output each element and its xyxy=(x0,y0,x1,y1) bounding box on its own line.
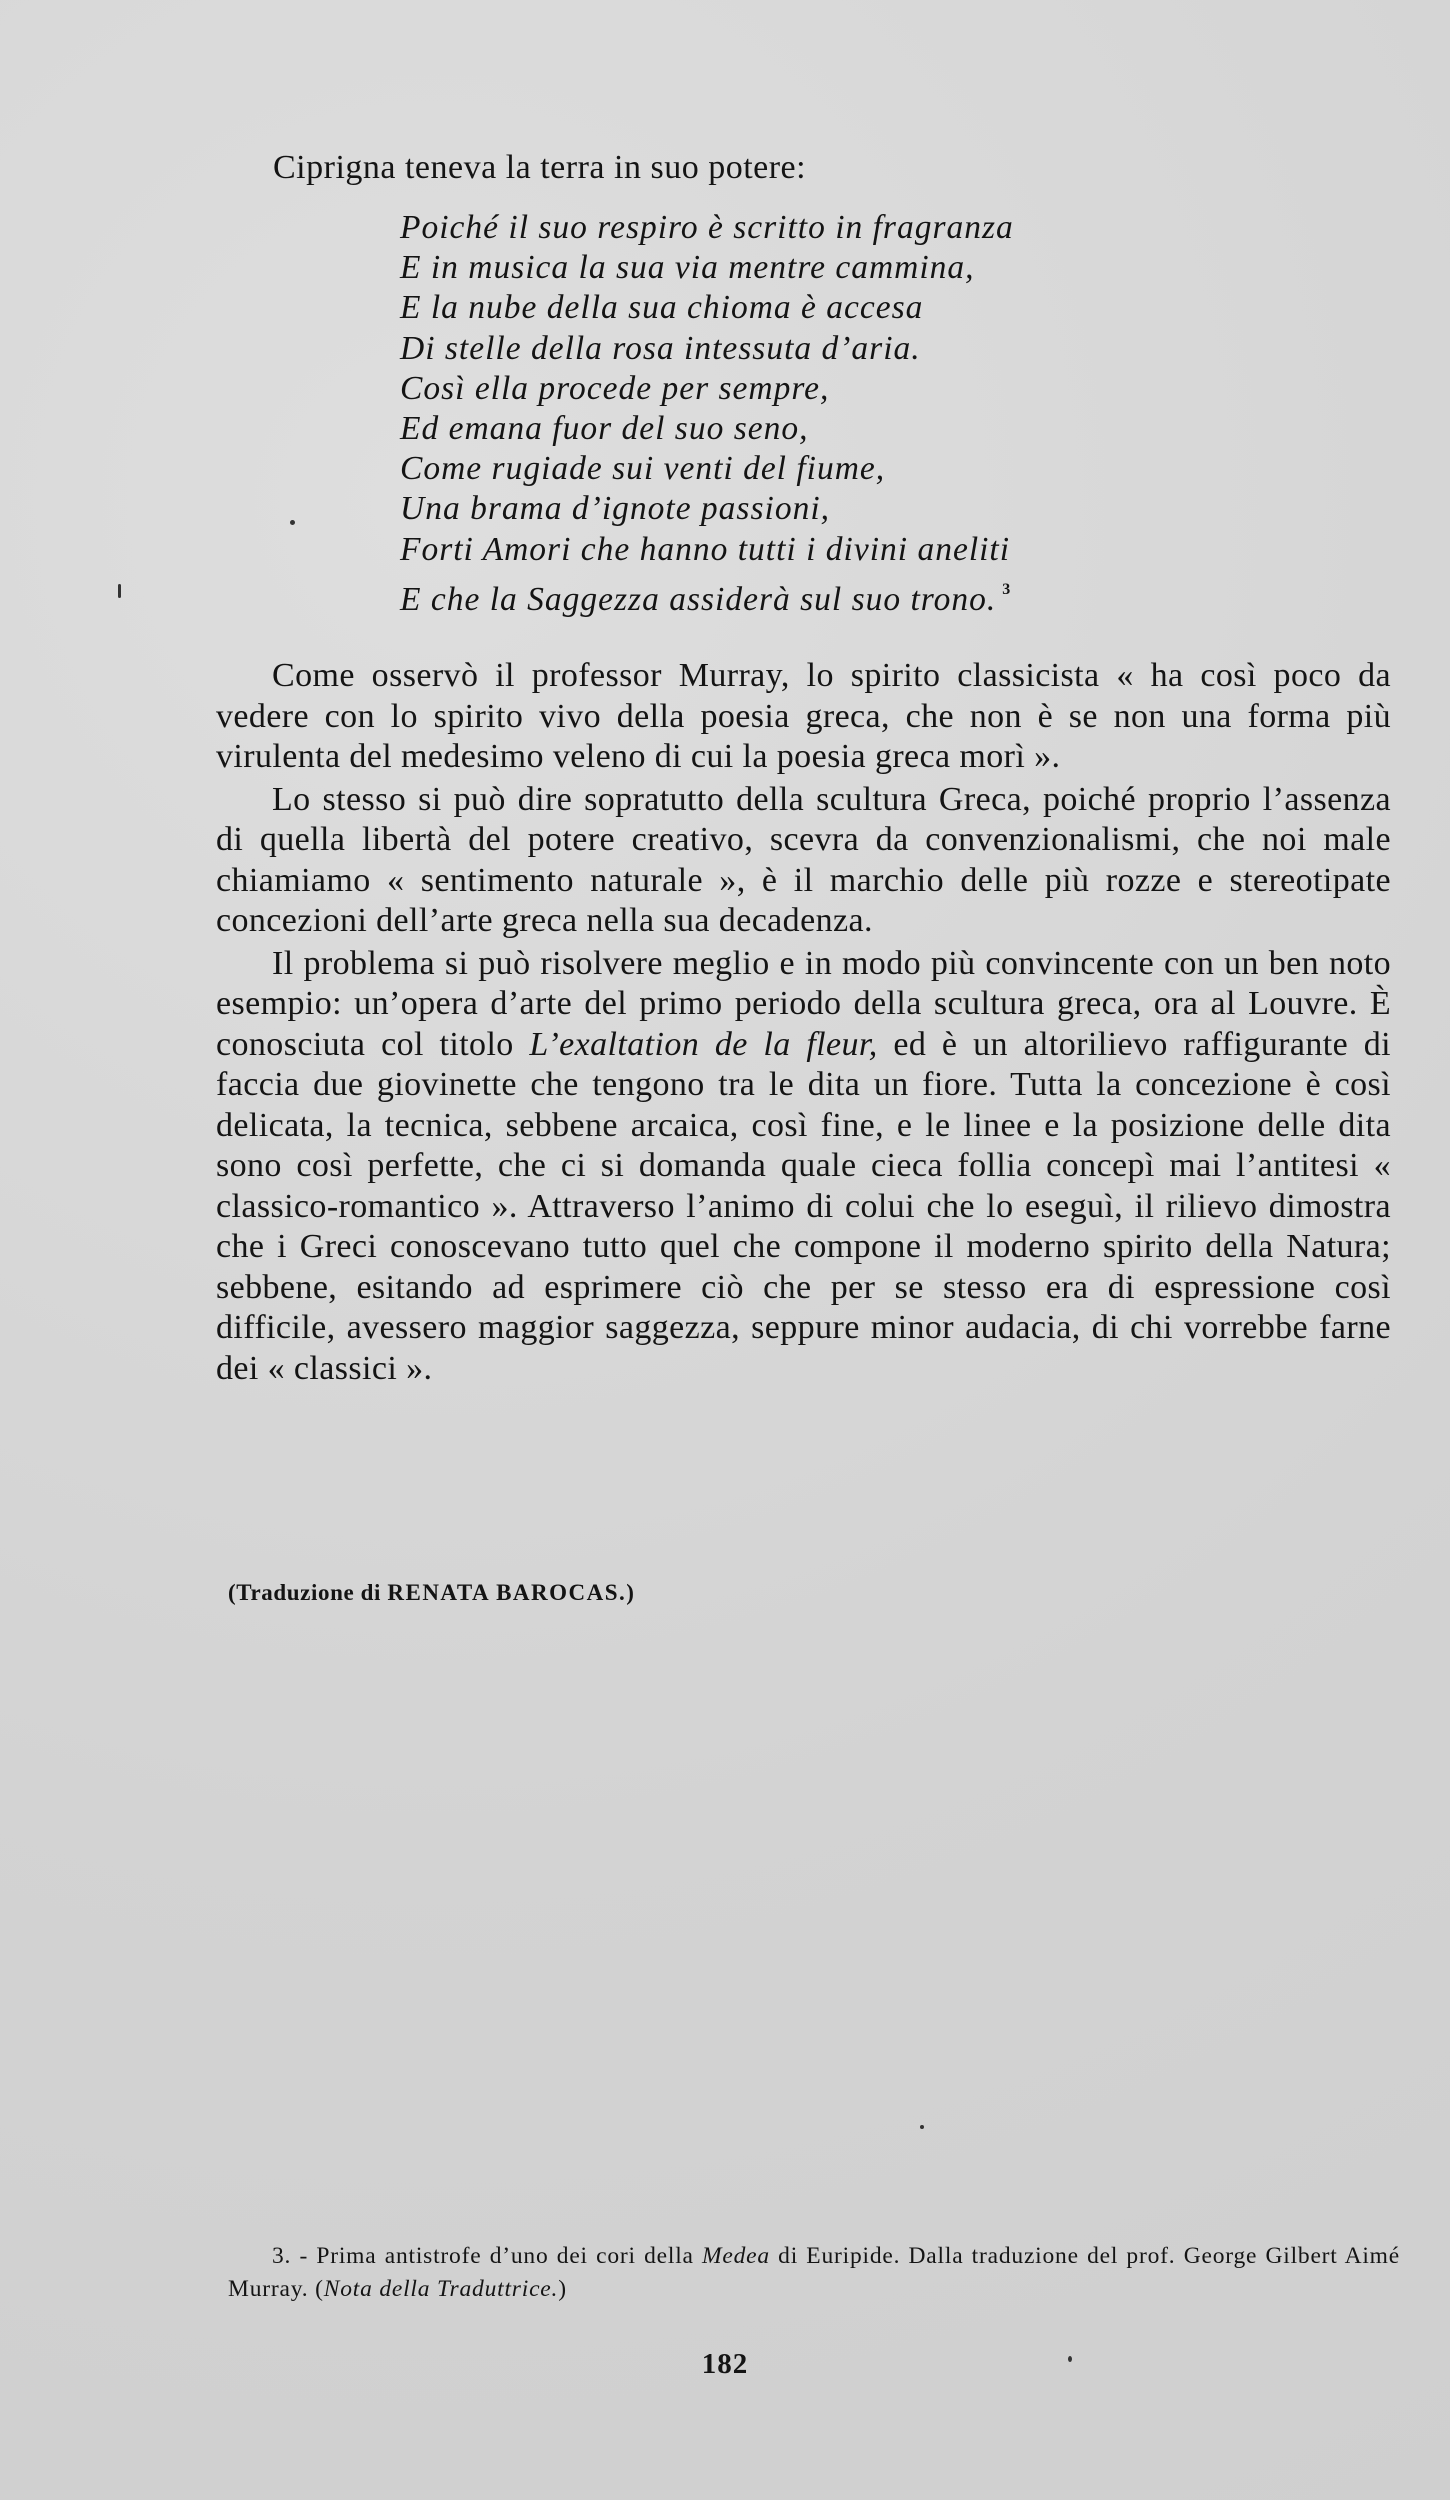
footnote-work-title: Medea xyxy=(702,2243,770,2269)
footnote-text: ) xyxy=(558,2276,567,2302)
paragraph-text: ed è un altorilievo raffigurante di faccia due giovinette che tengono tra le dita un fiore. Tutta la concezione è così delicata, la tecnica, sebbene arcaica, così fine, e le linee e la posizione delle dita sono così perfette, che ci si domanda quale cieca follia concepì mai l’antitesi « classico-romantico ». Attraverso l’animo di colui che lo eseguì, il rilievo dimostra che i Greci conoscevano tutto quel che compone il moderno spirito della Natura; sebbene, esitando ad esprimere ciò che per se stesso era di espressione così difficile, avessero maggior saggezza, seppure minor audacia, di chi vorrebbe farne dei « classici ». xyxy=(216,1025,1391,1387)
credit-prefix: (Traduzione di xyxy=(228,1580,382,1605)
poem-line: Come rugiade sui venti del fiume, xyxy=(400,450,886,488)
poem-line: Così ella procede per sempre, xyxy=(400,369,830,407)
body-text xyxy=(216,656,1391,1389)
poem-line: Poiché il suo respiro è scritto in fragranza xyxy=(400,209,1014,246)
footnote xyxy=(228,2240,1400,2306)
poem-line: Forti Amori che hanno tutti i divini aneliti xyxy=(400,530,1011,568)
footnote-note: Nota della Traduttrice. xyxy=(323,2276,559,2302)
footnote-reference: 3 xyxy=(1002,580,1012,598)
poem-line: Ed emana fuor del suo seno, xyxy=(400,410,809,448)
poem-line: E la nube della sua chioma è accesa xyxy=(400,289,924,327)
poem-line: E in musica la sua via mentre cammina, xyxy=(400,249,975,287)
paper-speck xyxy=(920,2125,924,2129)
paragraph-murray: Come osservò il professor Murray, lo spirito classicista « ha così poco da vedere con lo spirito vivo della poesia greca, che non è se non una forma più virulenta del medesimo veleno di cui la poesia greca morì ». xyxy=(216,657,1391,775)
footnote-number: 3. xyxy=(272,2243,292,2269)
paragraph-louvre xyxy=(216,944,1391,1390)
paragraph-text: Il problema si può risolvere meglio e in modo più convincente con un ben noto esempio: un’opera d’arte del primo periodo della scultura greca, ora al Louvre. È conosciuta col titolo xyxy=(216,944,1391,1063)
poem-line: Una brama d’ignote passioni, xyxy=(400,490,830,528)
poem-line: Di stelle della rosa intessuta d’aria. xyxy=(400,329,921,367)
paragraph-sculpture: Lo stesso si può dire sopratutto della scultura Greca, poiché proprio l’assenza di quella libertà del potere creativo, scevra da convenzionalismi, che noi male chiamiamo « sentimento naturale », è il marchio delle più rozze e stereotipate concezioni dell’arte greca nella sua decadenza. xyxy=(216,780,1391,939)
paper-speck xyxy=(118,584,121,598)
poem-line-last xyxy=(400,570,1260,620)
translator-name: RENATA BAROCAS.) xyxy=(387,1580,636,1605)
artwork-title: L’exaltation de la fleur, xyxy=(529,1025,878,1063)
paper-speck xyxy=(290,520,295,525)
paper-speck xyxy=(1068,2356,1072,2362)
footnote-text: - Prima antistrofe d’uno dei cori della xyxy=(291,2243,702,2269)
footnote-text: di Euripide. Dalla traduzione del prof. George Gilbert Aimé Murray. ( xyxy=(228,2243,1400,2302)
poem-line-text: E che la Saggezza assiderà sul suo trono. xyxy=(400,580,997,618)
page-number: 182 xyxy=(701,2348,749,2380)
poem-verse xyxy=(400,208,1260,620)
translator-credit xyxy=(228,1580,635,1606)
poem-intro: Ciprigna teneva la terra in suo potere: xyxy=(273,149,807,186)
